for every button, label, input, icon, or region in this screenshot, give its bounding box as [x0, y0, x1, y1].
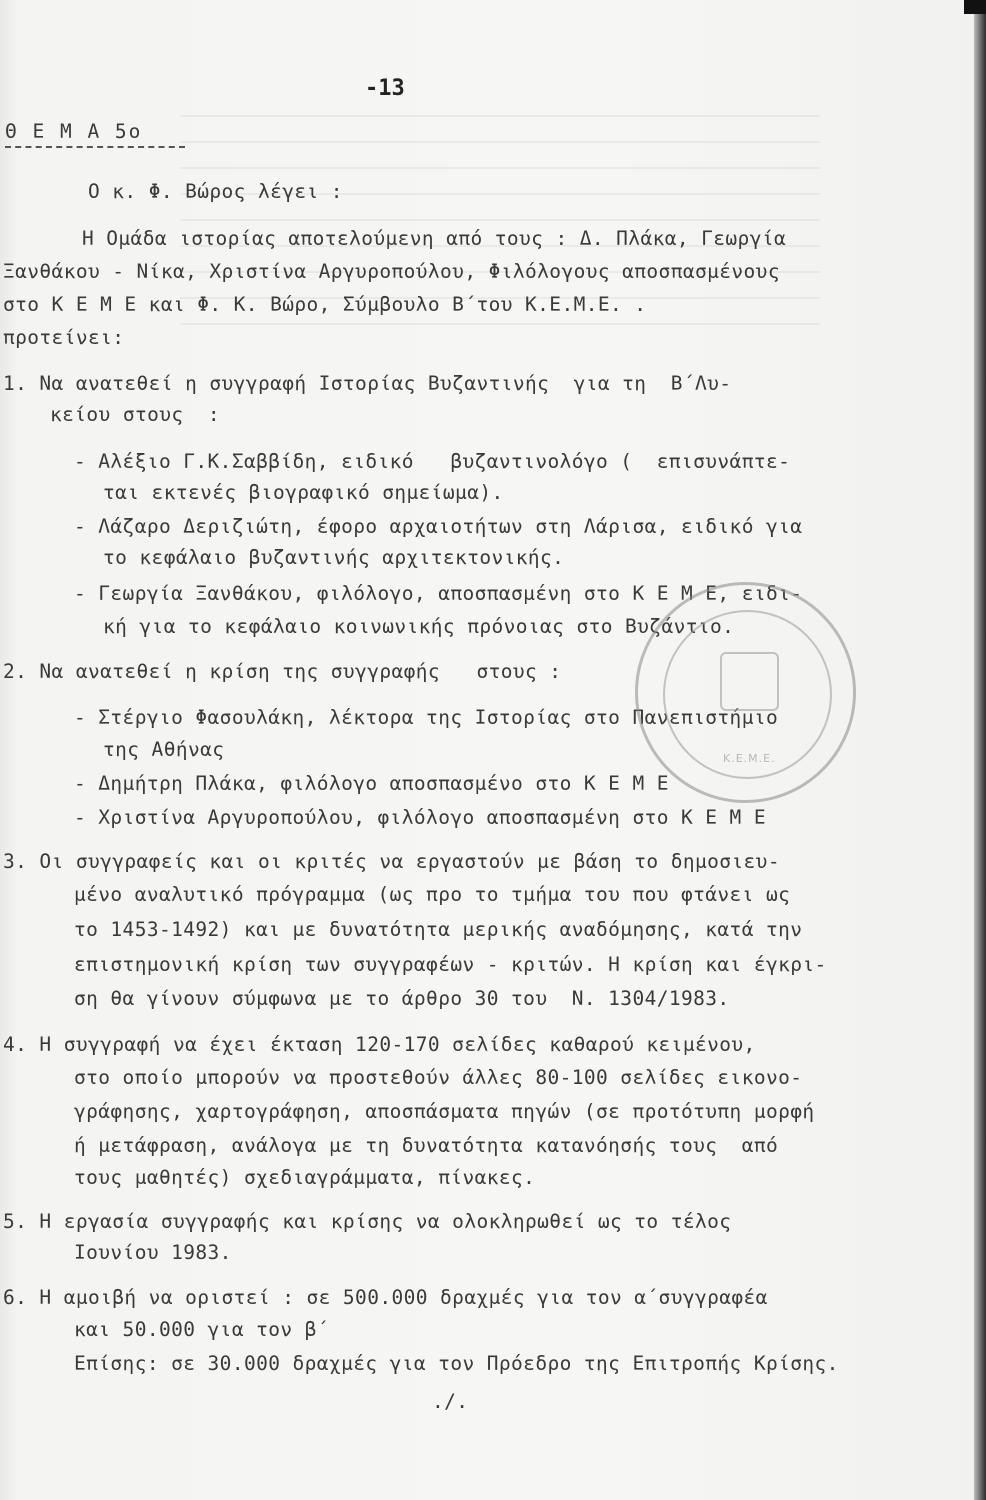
scan-edge-shadow: [974, 0, 986, 1500]
author-3-line-1: - Γεωργία Ξανθάκου, φιλόλογο, αποσπασμένη στο Κ Ε Μ Ε, ειδι-: [74, 582, 803, 605]
intro-line-4: προτείνει:: [3, 326, 125, 349]
page-number: -13: [365, 76, 405, 101]
seal-emblem: [720, 652, 779, 711]
seal-inner-ring: [663, 610, 832, 779]
seal-label: Κ.Ε.Μ.Ε.: [723, 752, 776, 765]
item-4-line-4: ή μετάφραση, ανάλογα με τη δυνατότητα κατανόησής τους από: [74, 1134, 779, 1157]
item-4-line-3: γράφησης, χαρτογράφηση, αποσπάσματα πηγών (σε προτότυπη μορφή: [74, 1100, 815, 1123]
item-6-line-1: 6. Η αμοιβή να οριστεί : σε 500.000 δραχμές για τον α΄συγγραφέα: [3, 1286, 768, 1309]
intro-line-3: στο Κ Ε Μ Ε και Φ. Κ. Βώρο, Σύμβουλο Β΄του Κ.Ε.Μ.Ε. .: [3, 293, 647, 316]
item-5-line-1: 5. Η εργασία συγγραφής και κρίσης να ολοκληρωθεί ως το τέλος: [3, 1210, 732, 1233]
author-1-line-2: ται εκτενές βιογραφικό σημείωμα).: [103, 481, 504, 504]
reviewer-1-line-2: της Αθήνας: [103, 738, 225, 761]
item-5-line-2: Ιουνίου 1983.: [74, 1241, 232, 1264]
intro-line-2: Ξανθάκου - Νίκα, Χριστίνα Αργυροπούλου, Φιλόλογους αποσπασμένους: [3, 260, 780, 283]
author-3-line-2: κή για το κεφάλαιο κοινωνικής πρόνοιας στο Βυζάντιο.: [103, 615, 735, 638]
item-4-line-2: στο οποίο μπορούν να προστεθούν άλλες 80-100 σελίδες εικονο-: [74, 1066, 803, 1089]
item-3-line-3: το 1453-1492) και με δυνατότητα μερικής αναδόμησης, κατά την: [74, 918, 803, 941]
reviewer-3-line: - Χριστίνα Αργυροπούλου, φιλόλογο αποσπασμένη στο Κ Ε Μ Ε: [74, 806, 766, 829]
author-2-line-2: το κεφάλαιο βυζαντινής αρχιτεκτονικής.: [103, 546, 565, 569]
section-heading: Θ Ε Μ Α 5ο: [5, 120, 143, 143]
author-1-line-1: - Αλέξιο Γ.Κ.Σαββίδη, ειδικό βυζαντινολόγο ( επισυνάπτε-: [74, 450, 791, 473]
item-2-line: 2. Να ανατεθεί η κρίση της συγγραφής στους :: [3, 660, 562, 683]
item-3-line-2: μένο αναλυτικό πρόγραμμα (ως προ το τμήμα του που φτάνει ως: [74, 883, 791, 906]
item-3-line-1: 3. Οι συγγραφείς και οι κριτές να εργαστούν με βάση το δημοσιευ-: [3, 850, 780, 873]
item-1-line-2: κείου στους :: [50, 403, 220, 426]
speaker-line: Ο κ. Φ. Βώρος λέγει :: [88, 180, 343, 203]
item-6-line-2: και 50.000 για τον β΄: [74, 1318, 329, 1341]
item-4-line-5: τους μαθητές) σχεδιαγράμματα, πίνακες.: [74, 1166, 536, 1189]
item-6-line-3: Επίσης: σε 30.000 δραχμές για τον Πρόεδρο της Επιτροπής Κρίσης.: [74, 1352, 839, 1375]
official-seal-stamp: [635, 582, 856, 803]
continuation-mark: ./.: [432, 1390, 469, 1413]
scan-corner-mark: [964, 0, 986, 14]
item-4-line-1: 4. Η συγγραφή να έχει έκταση 120-170 σελίδες καθαρού κειμένου,: [3, 1033, 756, 1056]
reviewer-2-line: - Δημήτρη Πλάκα, φιλόλογο αποσπασμένο στο Κ Ε Μ Ε: [74, 772, 669, 795]
item-3-line-4: επιστημονική κρίση των συγγραφέων - κριτών. Η κρίση και έγκρι-: [74, 953, 827, 976]
item-3-line-5: ση θα γίνουν σύμφωνα με το άρθρο 30 του Ν. 1304/1983.: [74, 987, 730, 1010]
heading-underline: [5, 146, 185, 148]
intro-line-1: Η Ομάδα ιστορίας αποτελούμενη από τους : Δ. Πλάκα, Γεωργία: [82, 227, 787, 250]
reviewer-1-line-1: - Στέργιο Φασουλάκη, λέκτορα της Ιστορίας στο Πανεπιστήμιο: [74, 706, 779, 729]
item-1-line-1: 1. Να ανατεθεί η συγγραφή Ιστορίας Βυζαντινής για τη Β΄Λυ-: [3, 372, 732, 395]
author-2-line-1: - Λάζαρο Δεριζιώτη, έφορο αρχαιοτήτων στη Λάρισα, ειδικό για: [74, 515, 803, 538]
